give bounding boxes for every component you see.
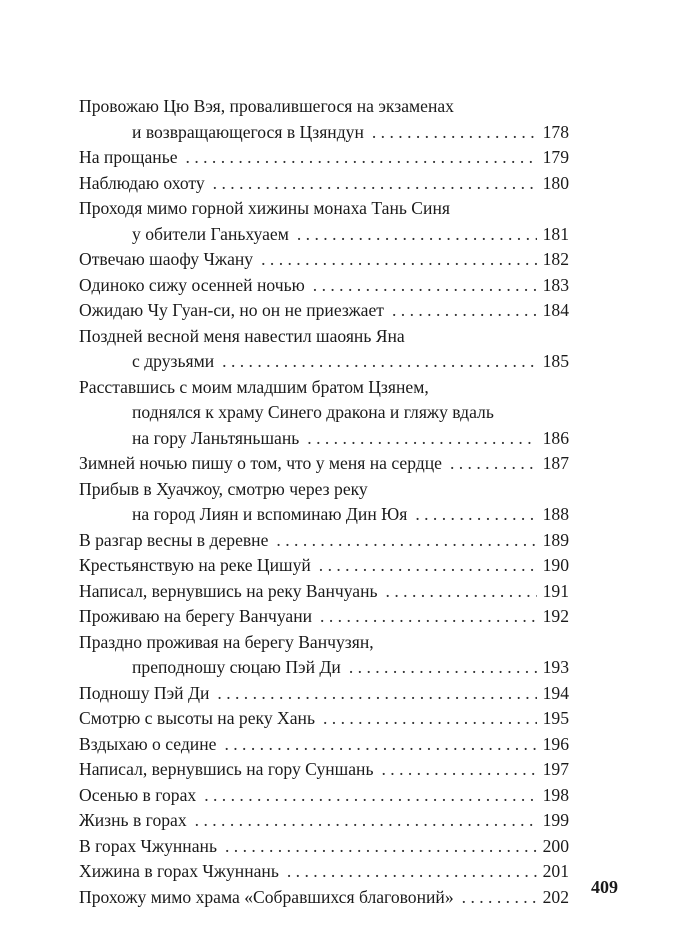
toc-entry-page: 195 <box>542 708 569 728</box>
toc-entry-page: 191 <box>542 580 569 601</box>
toc-entry-page: 202 <box>542 886 569 907</box>
toc-entry-page: 184 <box>542 300 569 320</box>
toc-entry-title: В горах Чжуннань <box>79 835 217 856</box>
toc-entry <box>79 604 569 630</box>
toc-entry <box>79 298 569 324</box>
toc-entry-line <box>79 655 569 681</box>
toc-entry-line <box>79 706 569 732</box>
toc-entry-title: Написал, вернувшись на реку Ванчуань <box>79 580 378 601</box>
toc-entry-title: Хижина в горах Чжуннань <box>79 861 279 881</box>
toc-entry-title: Прибыв в Хуачжоу, смотрю через реку <box>79 478 368 499</box>
toc-entry-page: 180 <box>542 172 569 193</box>
toc-entry-line <box>79 502 569 528</box>
toc-entry <box>79 553 569 579</box>
toc-leader-dots <box>222 349 536 375</box>
toc-leader-dots <box>323 706 537 732</box>
toc-leader-dots <box>204 783 536 809</box>
toc-leader-dots <box>450 451 537 477</box>
toc-entry <box>79 706 569 732</box>
toc-entry-page: 190 <box>542 555 569 575</box>
toc-entry-line <box>79 120 569 146</box>
toc-entry <box>79 579 569 605</box>
toc-leader-dots <box>462 885 537 911</box>
toc-entry <box>79 375 569 452</box>
toc-entry-page: 192 <box>542 606 569 626</box>
toc-entry-page: 178 <box>542 121 569 142</box>
toc-entry-title: Проживаю на берегу Ванчуани <box>79 606 313 626</box>
toc-entry-page: 186 <box>542 427 569 448</box>
toc-entry-line <box>79 885 569 911</box>
toc-entry-page: 179 <box>542 147 569 167</box>
toc-entry-page: 196 <box>542 733 569 754</box>
toc-entry-title: Прохожу мимо храма «Собравшихся благовоний» <box>79 886 454 907</box>
toc-entry <box>79 528 569 554</box>
toc-entry-line <box>79 859 569 885</box>
toc-entry <box>79 94 569 145</box>
toc-entry <box>79 757 569 783</box>
toc-entry-line <box>79 349 569 375</box>
toc-entry-title: Праздно проживая на берегу Ванчузян, <box>79 631 374 652</box>
toc-entry-title: Подношу Пэй Ди <box>79 682 210 703</box>
toc-entry <box>79 732 569 758</box>
toc-entry-line <box>79 171 569 197</box>
toc-leader-dots <box>217 681 536 707</box>
toc-entry-line <box>79 553 569 579</box>
toc-entry-title: поднялся к храму Синего дракона и гляжу вдаль <box>132 402 494 422</box>
toc-entry-page: 189 <box>542 529 569 550</box>
toc-leader-dots <box>195 808 537 834</box>
toc-entry-title: Провожаю Цю Вэя, провалившегося на экзаменах <box>79 96 454 116</box>
toc-entry-line <box>79 604 569 630</box>
toc-leader-dots <box>313 273 537 299</box>
toc-entry-line <box>79 681 569 707</box>
toc-entry-title: Отвечаю шаофу Чжану <box>79 249 254 269</box>
toc-leader-dots <box>224 732 536 758</box>
toc-entry <box>79 247 569 273</box>
toc-entry-title: Наблюдаю охоту <box>79 172 205 193</box>
toc-entry-page: 197 <box>542 759 569 779</box>
toc-entry-title: Крестьянствую на реке Цишуй <box>79 555 311 575</box>
toc-entry-title: На прощанье <box>79 147 178 167</box>
toc-entry-line <box>79 528 569 554</box>
toc-entry <box>79 834 569 860</box>
toc-entry-line <box>79 222 569 248</box>
toc-leader-dots <box>297 222 537 248</box>
toc-entry-title: на гору Ланьтяньшань <box>132 427 300 448</box>
toc-entry-title: Ожидаю Чу Гуан-си, но он не приезжает <box>79 300 384 320</box>
toc-entry-title: и возвращающегося в Цзяндун <box>132 121 364 142</box>
toc-entry-page: 200 <box>542 835 569 856</box>
toc-entry <box>79 324 569 375</box>
toc-leader-dots <box>225 834 537 860</box>
toc-entry <box>79 145 569 171</box>
toc-entry <box>79 196 569 247</box>
toc-leader-dots <box>372 120 537 146</box>
toc-entry-page: 199 <box>542 810 569 830</box>
toc-entry-title: Зимней ночью пишу о том, что у меня на сердце <box>79 453 442 473</box>
toc-leader-dots <box>349 655 537 681</box>
toc-entry-page: 187 <box>542 453 569 473</box>
toc-leader-dots <box>386 579 537 605</box>
toc-entry-title: Написал, вернувшись на гору Суншань <box>79 759 374 779</box>
toc-leader-dots <box>287 859 537 885</box>
toc-entry <box>79 681 569 707</box>
toc-entry-title: В разгар весны в деревне <box>79 529 269 550</box>
toc-entry-page: 185 <box>542 351 569 371</box>
toc-entry <box>79 783 569 809</box>
toc-entry-line <box>79 757 569 783</box>
toc-entry-line <box>79 579 569 605</box>
toc-entry-line <box>79 273 569 299</box>
toc-entry-title: Поздней весной меня навестил шаоянь Яна <box>79 325 405 346</box>
toc-entry-page: 181 <box>542 223 569 244</box>
toc-entry <box>79 451 569 477</box>
toc-entry <box>79 885 569 911</box>
toc-leader-dots <box>381 757 536 783</box>
toc-entry-page: 188 <box>542 504 569 524</box>
toc-entry-line <box>79 247 569 273</box>
toc-entry-title: Вздыхаю о седине <box>79 733 217 754</box>
toc-entry-page: 201 <box>542 861 569 881</box>
toc-leader-dots <box>186 145 537 171</box>
page-number: 409 <box>591 877 618 897</box>
toc-entry-title: Проходя мимо горной хижины монаха Тань Синя <box>79 198 450 218</box>
toc-leader-dots <box>319 553 537 579</box>
toc-leader-dots <box>392 298 537 324</box>
toc-entry-title: Осенью в горах <box>79 784 197 805</box>
toc-entry-line <box>79 834 569 860</box>
toc-entry <box>79 859 569 885</box>
toc-entry <box>79 808 569 834</box>
toc-entry-title: преподношу сюцаю Пэй Ди <box>132 657 341 677</box>
toc-entry-title: у обители Ганьхуаем <box>132 223 289 244</box>
table-of-contents <box>79 94 569 910</box>
toc-entry-page: 182 <box>542 249 569 269</box>
toc-entry-title: Жизнь в горах <box>79 810 187 830</box>
toc-entry-title: Одиноко сижу осенней ночью <box>79 274 305 295</box>
toc-entry-title: с друзьями <box>132 351 215 371</box>
toc-entry-title: Расставшись с моим младшим братом Цзянем, <box>79 376 429 397</box>
toc-entry-line <box>79 426 569 452</box>
toc-entry-title: на город Лиян и вспоминаю Дин Юя <box>132 504 408 524</box>
toc-entry-page: 198 <box>542 784 569 805</box>
toc-entry-page: 194 <box>542 682 569 703</box>
toc-entry <box>79 630 569 681</box>
toc-entry-line <box>79 145 569 171</box>
toc-leader-dots <box>213 171 537 197</box>
toc-leader-dots <box>276 528 536 554</box>
toc-entry-title: Смотрю с высоты на реку Хань <box>79 708 315 728</box>
toc-leader-dots <box>307 426 536 452</box>
toc-entry-page: 193 <box>542 657 569 677</box>
toc-leader-dots <box>415 502 536 528</box>
toc-entry-line <box>79 808 569 834</box>
toc-entry <box>79 477 569 528</box>
toc-entry-line <box>79 451 569 477</box>
toc-leader-dots <box>261 247 537 273</box>
toc-entry-page: 183 <box>542 274 569 295</box>
toc-entry-line <box>79 732 569 758</box>
toc-entry <box>79 273 569 299</box>
toc-entry-line <box>79 298 569 324</box>
toc-entry <box>79 171 569 197</box>
toc-leader-dots <box>320 604 537 630</box>
toc-entry-line <box>79 783 569 809</box>
